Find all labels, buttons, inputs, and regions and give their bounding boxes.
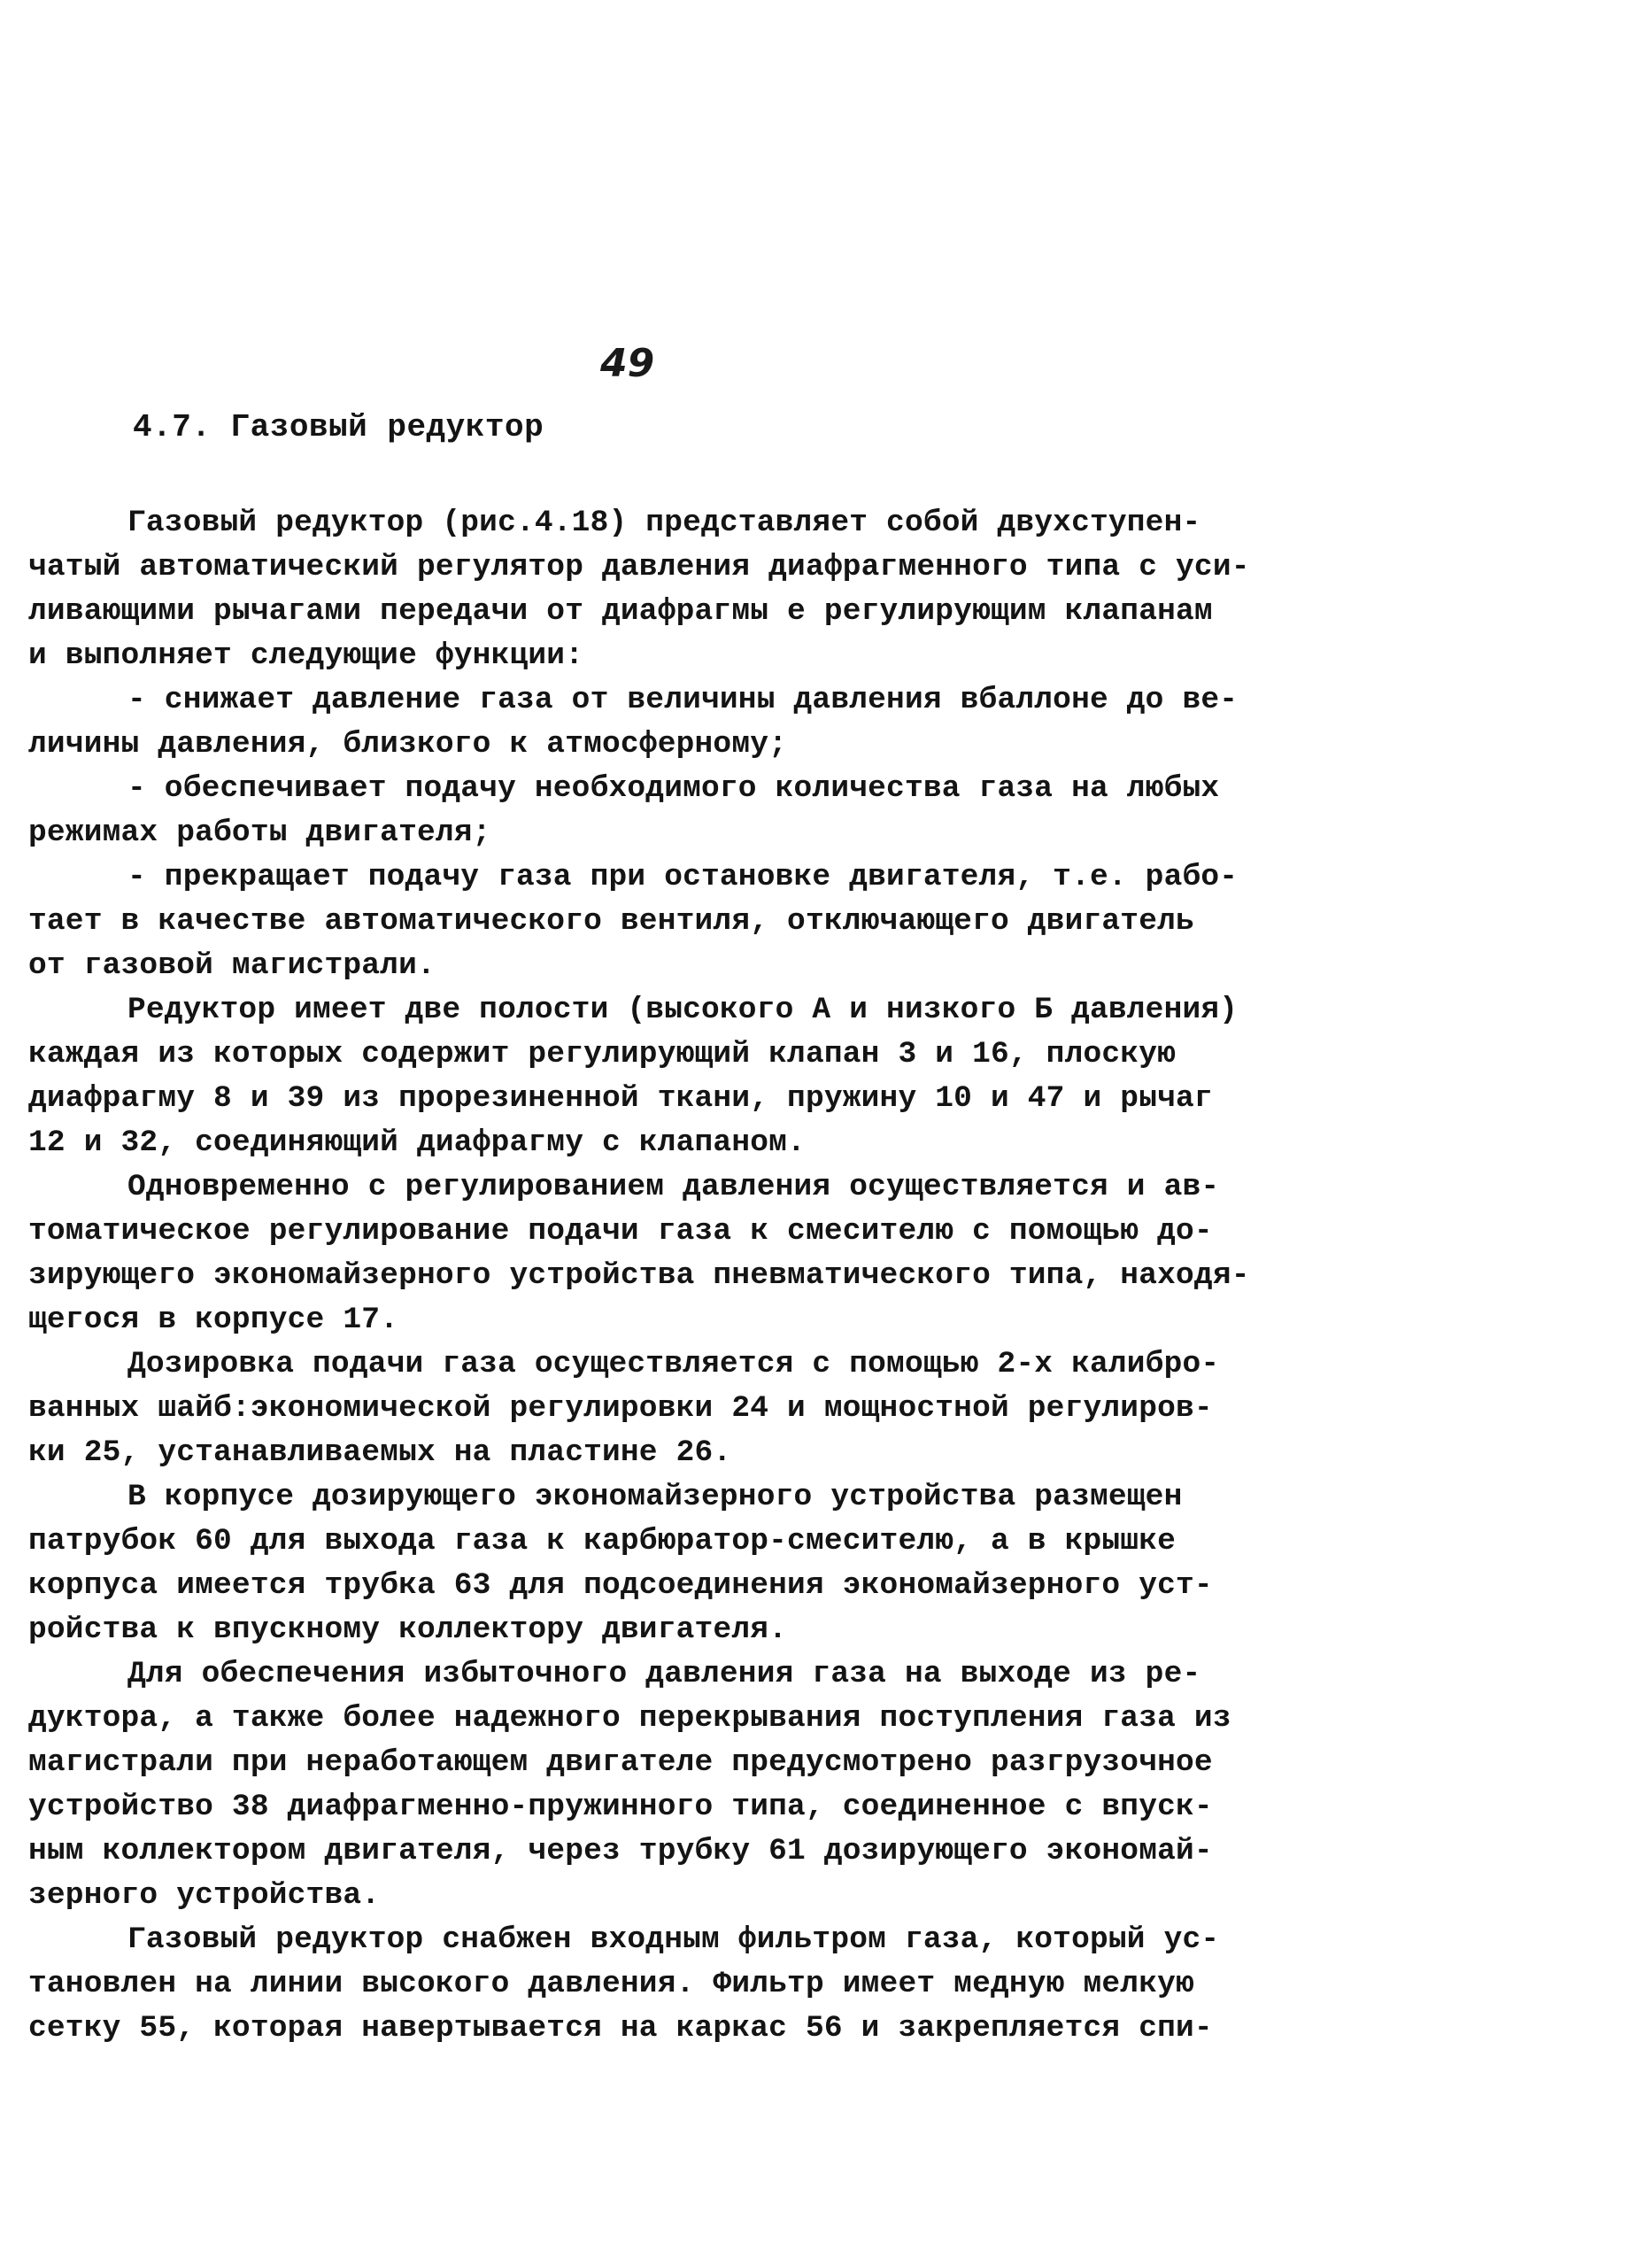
text-line: дуктора, а также более надежного перекрывания поступления газа из (28, 1701, 1231, 1736)
text-line: ливающими рычагами передачи от диафрагмы е регулирующим клапанам (28, 594, 1213, 629)
body-text (28, 501, 1250, 2051)
text-line: патрубок 60 для выхода газа к карбюратор-смесителю, а в крышке (28, 1524, 1177, 1558)
text-line: Редуктор имеет две полости (высокого А и низкого Б давления) (127, 993, 1239, 1027)
text-line: 12 и 32, соединяющий диафрагму с клапаном. (28, 1125, 806, 1160)
text-line: Дозировка подачи газа осуществляется с помощью 2-х калибро- (127, 1347, 1220, 1381)
text-line: от газовой магистрали. (28, 948, 436, 983)
text-line: томатическое регулирование подачи газа к смесителю с помощью до- (28, 1214, 1213, 1249)
text-line: режимах работы двигателя; (28, 816, 491, 850)
text-line: щегося в корпусе 17. (28, 1303, 399, 1337)
text-line: Газовый редуктор (рис.4.18) представляет собой двухступен- (127, 506, 1201, 540)
text-line: магистрали при неработающем двигателе предусмотрено разгрузочное (28, 1745, 1213, 1780)
text-line: тает в качестве автоматического вентиля, отключающего двигатель (28, 904, 1194, 939)
text-line: зирующего экономайзерного устройства пневматического типа, находя- (28, 1258, 1250, 1293)
text-line: и выполняет следующие функции: (28, 638, 584, 673)
page-number: 49 (600, 341, 655, 386)
text-line: зерного устройства. (28, 1878, 381, 1913)
text-line: сетку 55, которая навертывается на каркас 56 и закрепляется спи- (28, 2011, 1213, 2046)
text-line: Газовый редуктор снабжен входным фильтром газа, который ус- (127, 1922, 1220, 1957)
text-line: - прекращает подачу газа при остановке двигателя, т.е. рабо- (127, 860, 1239, 894)
text-line: - снижает давление газа от величины давления вбаллоне до ве- (127, 683, 1239, 717)
text-line: Одновременно с регулированием давления осуществляется и ав- (127, 1170, 1220, 1204)
text-line: Для обеспечения избыточного давления газа на выходе из ре- (127, 1657, 1201, 1691)
text-line: корпуса имеется трубка 63 для подсоединения экономайзерного уст- (28, 1568, 1213, 1603)
text-line: личины давления, близкого к атмосферному; (28, 727, 788, 762)
text-line: ки 25, устанавливаемых на пластине 26. (28, 1435, 732, 1470)
text-line: ванных шайб:экономической регулировки 24 и мощностной регулиров- (28, 1391, 1213, 1426)
text-line: В корпусе дозирующего экономайзерного устройства размещен (127, 1480, 1183, 1514)
text-line: ным коллектором двигателя, через трубку 61 дозирующего экономай- (28, 1834, 1213, 1868)
text-line: ройства к впускному коллектору двигателя. (28, 1613, 788, 1647)
text-line: - обеспечивает подачу необходимого количества газа на любых (127, 771, 1220, 806)
text-line: устройство 38 диафрагменно-пружинного типа, соединенное с впуск- (28, 1790, 1213, 1824)
text-line: каждая из которых содержит регулирующий клапан 3 и 16, плоскую (28, 1037, 1177, 1071)
text-line: чатый автоматический регулятор давления диафрагменного типа с уси- (28, 550, 1250, 584)
text-line: диафрагму 8 и 39 из прорезиненной ткани, пружину 10 и 47 и рычаг (28, 1081, 1213, 1116)
section-heading: 4.7. Газовый редуктор (133, 409, 544, 445)
text-line: тановлен на линии высокого давления. Фильтр имеет медную мелкую (28, 1967, 1194, 2001)
